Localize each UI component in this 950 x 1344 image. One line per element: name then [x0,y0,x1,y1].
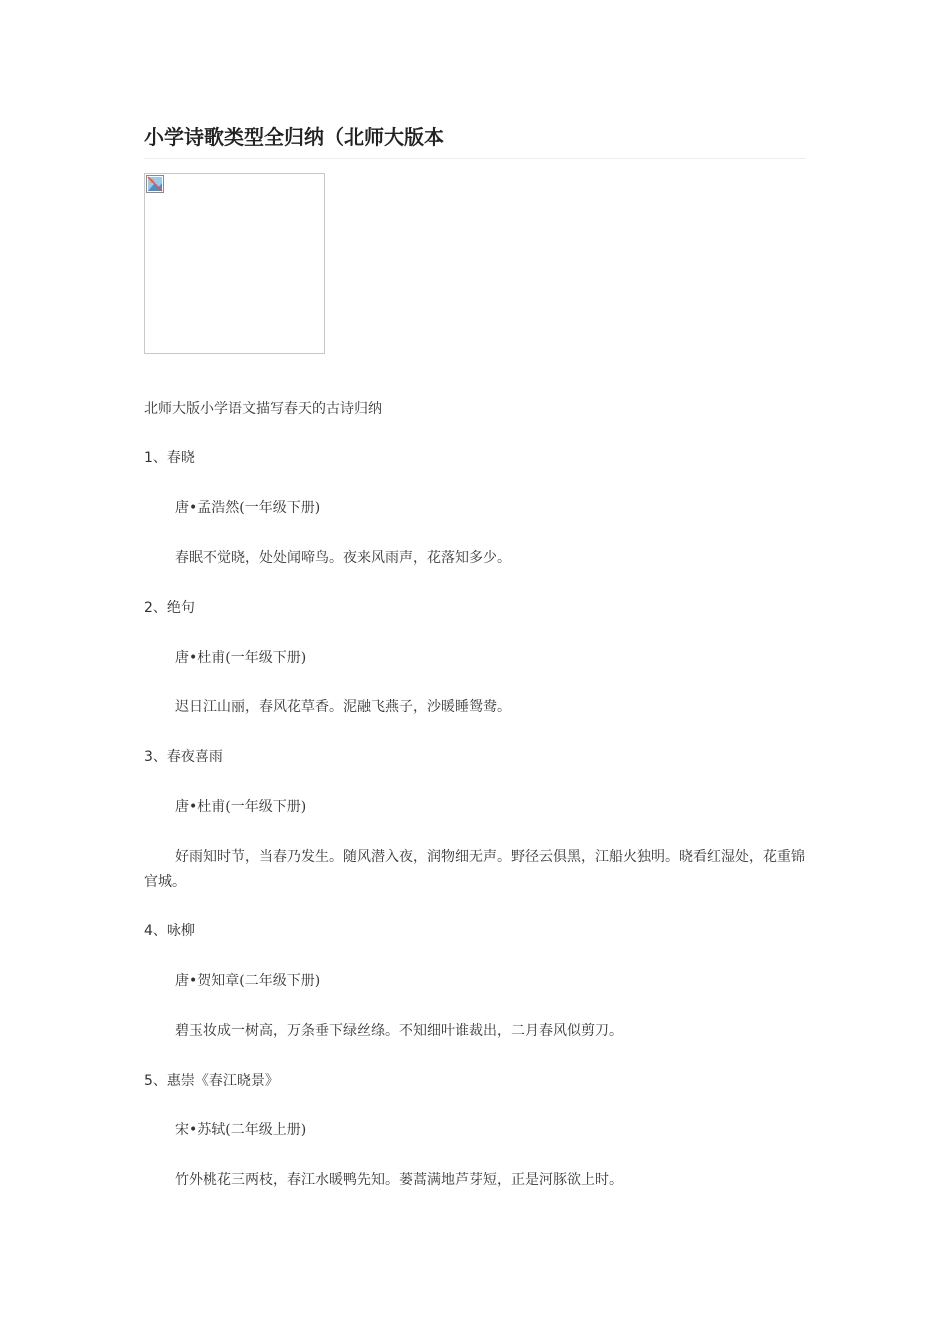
poem-text: 好雨知时节，当春乃发生。随风潜入夜，润物细无声。野径云俱黑，江船火独明。晓看红湿处，花重锦官城。 [144,849,805,890]
poem-text: 竹外桃花三两枝，春江水暖鸭先知。蒌蒿满地芦芽短，正是河豚欲上时。 [175,1172,623,1188]
poem-author: 唐•杜甫(一年级下册) [175,650,307,666]
poem-text: 迟日江山丽，春风花草香。泥融飞燕子，沙暖睡鸳鸯。 [175,699,511,715]
page-title: 小学诗歌类型全归纳（北师大版本 [144,125,444,149]
poem-heading: 2、绝句 [144,600,195,616]
poem-heading: 1、春晓 [144,450,195,466]
poem-author: 宋•苏轼(二年级上册) [175,1122,307,1138]
poem-heading: 3、春夜喜雨 [144,749,223,765]
poem-author: 唐•杜甫(一年级下册) [175,799,307,815]
poem-text: 春眠不觉晓，处处闻啼鸟。夜来风雨声，花落知多少。 [175,550,511,566]
broken-image-icon [146,175,164,193]
poem-heading: 5、惠崇《春江晓景》 [144,1073,279,1089]
poem-heading: 4、咏柳 [144,923,195,939]
image-placeholder [144,173,325,354]
poem-text: 碧玉妆成一树高，万条垂下绿丝绦。不知细叶谁裁出，二月春风似剪刀。 [175,1023,623,1039]
title-divider [144,158,806,159]
poem-author: 唐•孟浩然(一年级下册) [175,500,321,516]
intro-text: 北师大版小学语文描写春天的古诗归纳 [144,401,382,417]
poem-author: 唐•贺知章(二年级下册) [175,973,321,989]
